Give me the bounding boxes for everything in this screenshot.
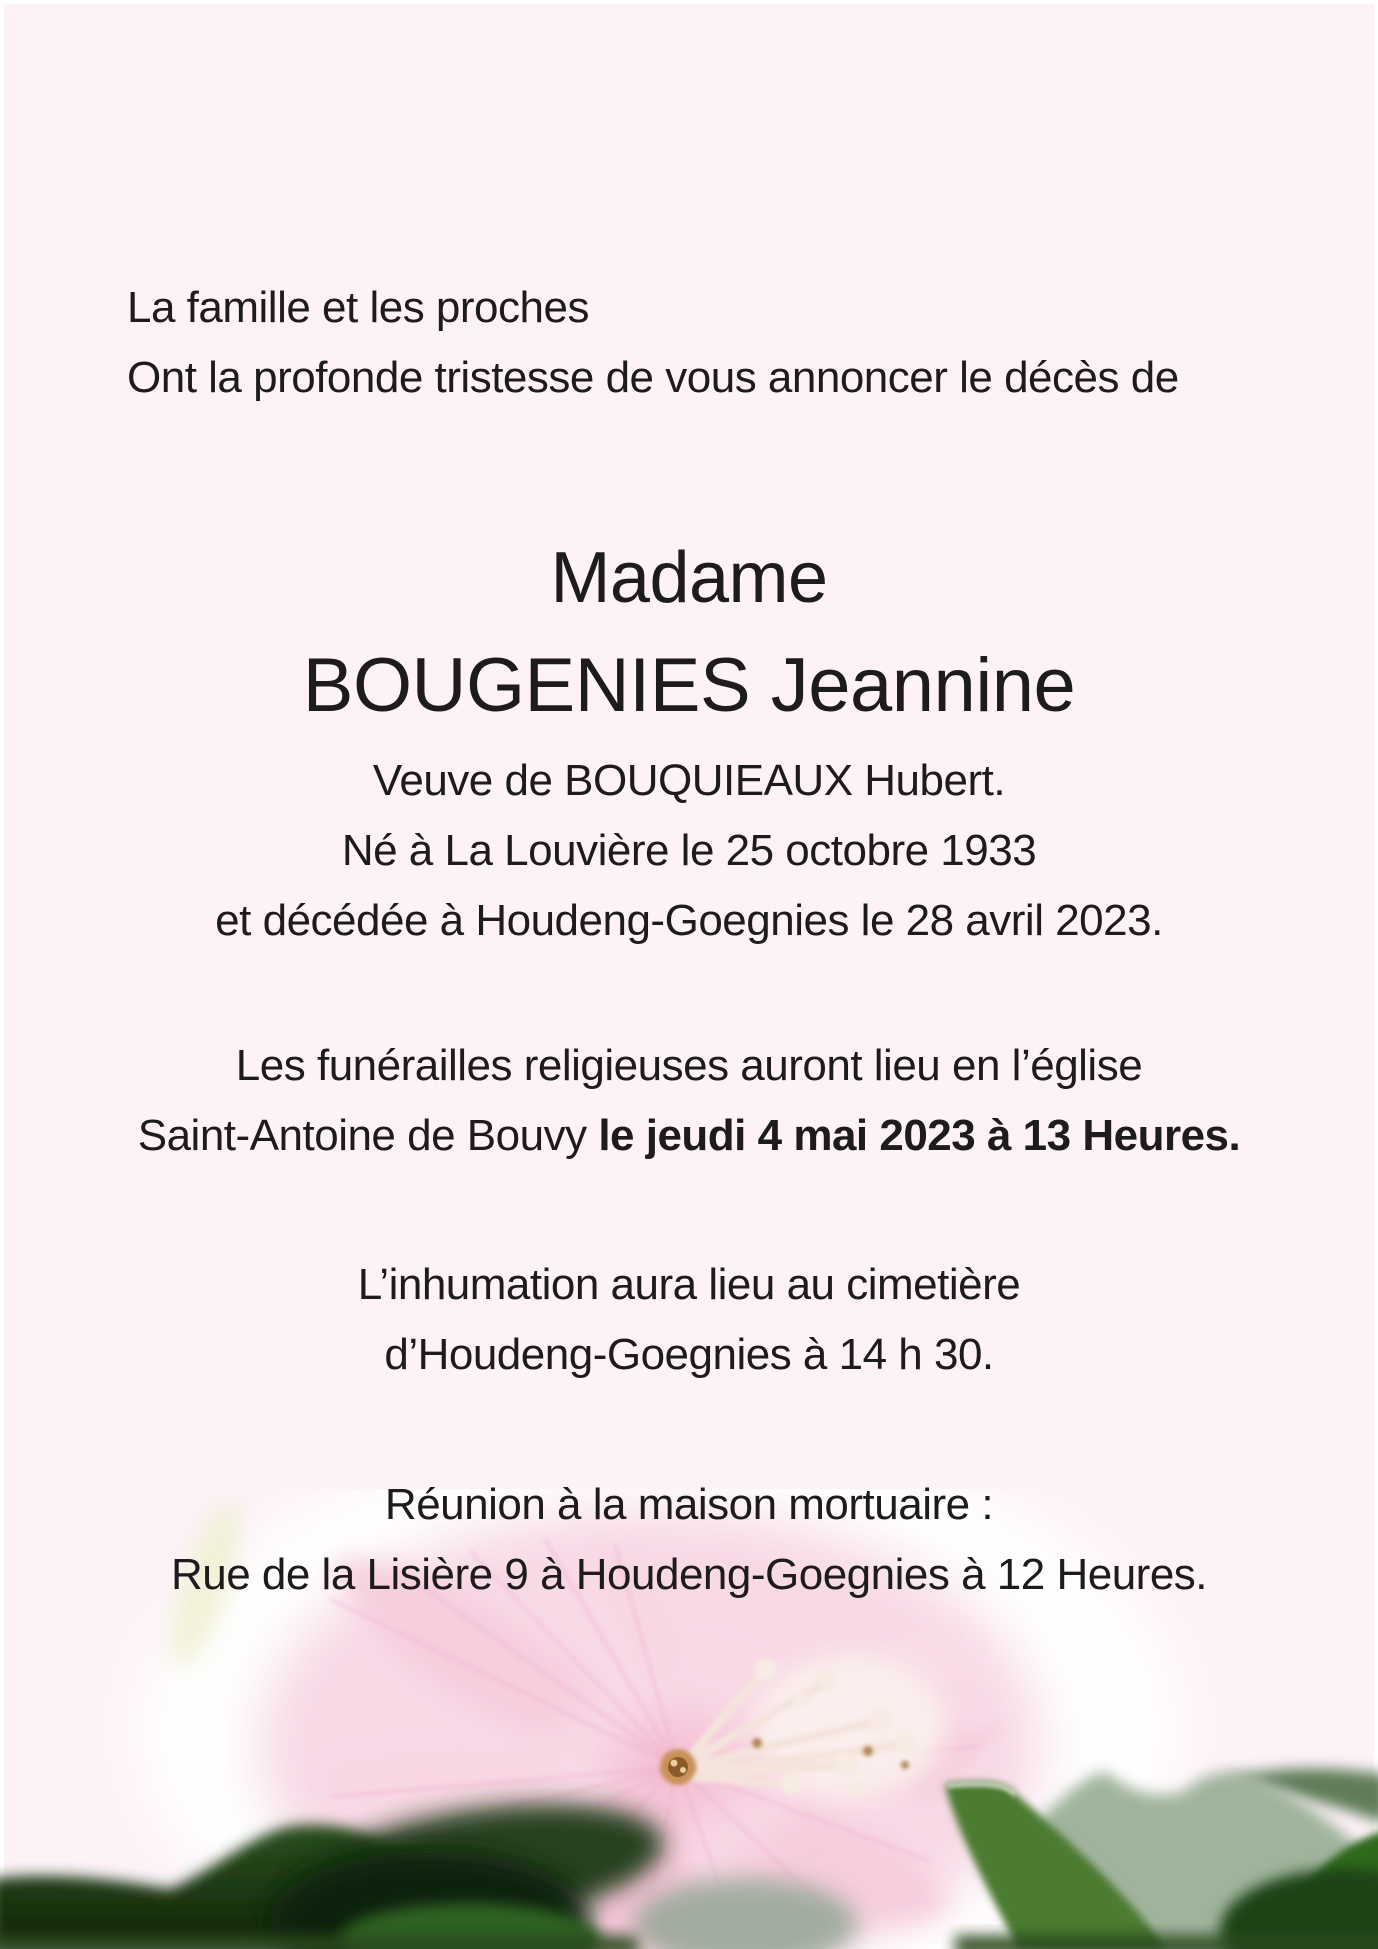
gathering-block xyxy=(0,1470,1378,1610)
flower-center xyxy=(660,1749,696,1785)
burial-line-1: L’inhumation aura lieu au cimetière xyxy=(357,1260,1021,1309)
funeral-block xyxy=(0,1031,1378,1171)
intro-line-1: La famille et les proches xyxy=(127,283,589,332)
deceased-title: Madame xyxy=(550,538,828,618)
deceased-name: BOUGENIES Jeannine xyxy=(302,643,1076,728)
gathering-line-1: Réunion à la maison mortuaire : xyxy=(384,1480,994,1529)
intro-paragraph xyxy=(127,273,1179,413)
funeral-line-1: Les funérailles religieuses auront lieu en l’église xyxy=(235,1041,1143,1090)
intro-line-2: Ont la profonde tristesse de vous annoncer le décès de xyxy=(127,353,1179,402)
funeral-church: Saint-Antoine de Bouvy xyxy=(137,1111,599,1160)
burial-block xyxy=(0,1250,1378,1390)
gathering-line-2: Rue de la Lisière 9 à Houdeng-Goegnies à 12 Heures. xyxy=(170,1550,1208,1599)
funeral-line-2 xyxy=(0,1101,1378,1171)
funeral-datetime: le jeudi 4 mai 2023 à 13 Heures. xyxy=(598,1111,1241,1160)
burial-line-2: d’Houdeng-Goegnies à 14 h 30. xyxy=(384,1330,994,1379)
widow-line: Veuve de BOUQUIEAUX Hubert. xyxy=(372,756,1006,805)
life-dates-block xyxy=(0,746,1378,956)
birth-line: Né à La Louvière le 25 octobre 1933 xyxy=(341,826,1037,875)
death-line: et décédée à Houdeng-Goegnies le 28 avril 2023. xyxy=(215,896,1163,945)
deceased-title-block xyxy=(0,524,1378,740)
leaf-right xyxy=(945,1769,1378,1949)
